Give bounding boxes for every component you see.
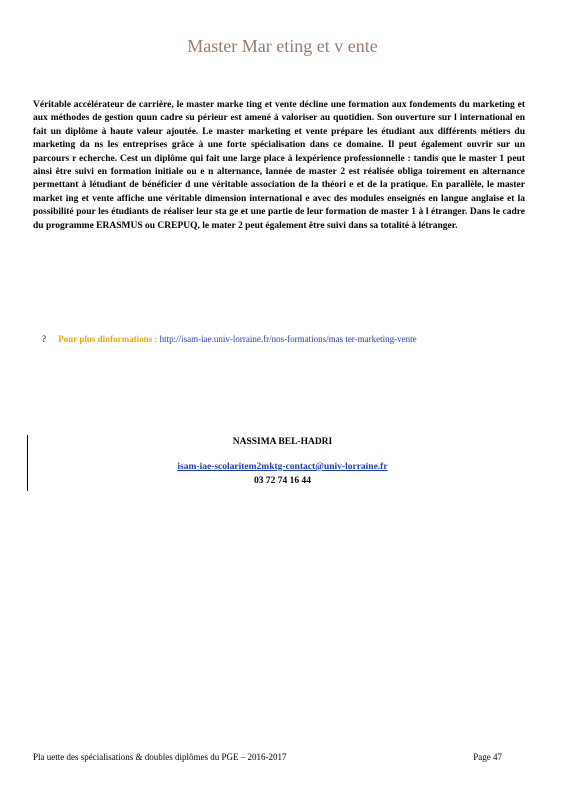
footer-document-title: Pla uette des spécialisations & doubles diplômes du PGE – 2016-2017 xyxy=(33,752,287,762)
contact-email-link[interactable]: isam-iae-scolaritem2mktg-contact@univ-lorraine.fr xyxy=(177,462,388,472)
bullet-marker: ? xyxy=(42,334,46,344)
body-paragraph: Véritable accélérateur de carrière, le master marke ting et vente décline une formation aux fondements du marketing et aux méthodes de gestion quun cadre su périeur est amené à valoriser au quotidien. Son ouverture sur l international en fait un diplôme à haute valeur ajoutée. Le master marketing et vente prépare les étudiant aux différents métiers du marketing da ns les entreprises grâce à une forte spécialisation dans ce domaine. Il peut également ouvrir sur un parcours r echerche. Cest un diplôme qui fait une large place à lexpérience professionnelle : tandis que le master 1 peut ainsi être suivi en formation initiale ou e n alternance, lannée de master 2 est réalisée obliga toirement en alternance permettant à létudiant de bénéficier d une véritable association de la théori e et de la pratique. En parallèle, le master market ing et vente affiche une véritable dimension international e avec des modules enseignés en langue anglaise et la possibilité pour les étudiants de réaliser leur sta ge et une partie de leur formation de master 1 à l étranger. Dans le cadre du programme ERASMUS ou CREPUQ, le mater 2 peut également être suivi dans sa totalité à létranger. xyxy=(33,100,525,231)
more-info-line xyxy=(42,334,417,344)
page-title: Master Mar eting et v ente xyxy=(187,36,378,56)
more-info-link[interactable]: http://isam-iae.univ-lorraine.fr/nos-formations/mas ter-marketing-vente xyxy=(159,334,417,344)
contact-name: NASSIMA BEL-HADRI xyxy=(232,437,333,447)
more-info-label: Pour plus dinformations : xyxy=(58,334,158,344)
footer-page-number: Page 47 xyxy=(473,752,502,762)
contact-phone: 03 72 74 16 44 xyxy=(254,476,311,486)
